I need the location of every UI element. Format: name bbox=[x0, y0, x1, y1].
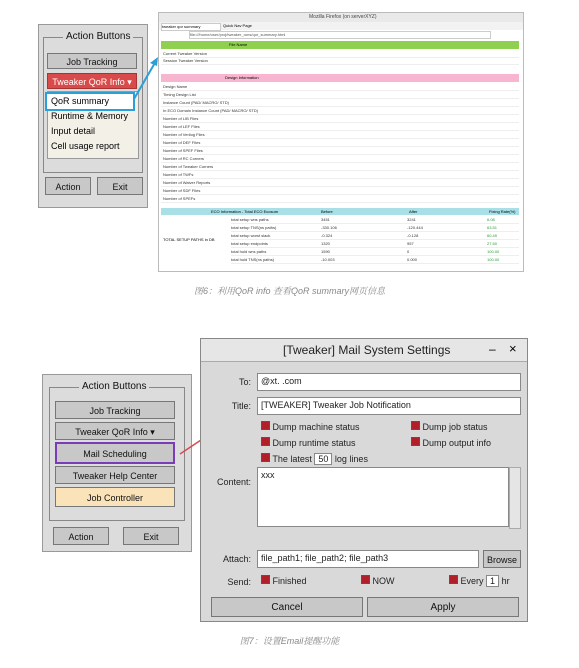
qor-table bbox=[161, 41, 519, 267]
menu-item-input-detail[interactable]: Input detail bbox=[51, 126, 96, 136]
table-row: Instance Count (PAD/ MACRO/ STD) bbox=[161, 100, 519, 107]
tweaker-qor-info-button[interactable]: Tweaker QoR Info ▾ bbox=[47, 73, 137, 89]
mail-scheduling-button[interactable]: Mail Scheduling bbox=[55, 442, 175, 464]
design-info-header: Design Information bbox=[161, 74, 519, 82]
menu-item-qor-summary[interactable]: QoR summary bbox=[45, 92, 135, 111]
dialog-titlebar bbox=[201, 339, 527, 362]
browser-url-bar[interactable]: file:///home/user/proj/tweaker_runs/qor_summary.html bbox=[189, 31, 491, 39]
send-label: Send: bbox=[227, 577, 251, 587]
every-hours-spinner[interactable]: 1 bbox=[486, 575, 499, 587]
table-row: Design Name bbox=[161, 84, 519, 91]
job-tracking-button[interactable]: Job Tracking bbox=[55, 401, 175, 419]
content-label: Content: bbox=[216, 477, 251, 487]
dump-runtime-checkbox[interactable]: Dump runtime status bbox=[261, 437, 356, 448]
content-textarea[interactable]: xxx bbox=[257, 467, 509, 527]
dialog-title: [Tweaker] Mail System Settings bbox=[283, 343, 451, 357]
apply-button[interactable]: Apply bbox=[367, 597, 519, 617]
job-controller-button[interactable]: Job Controller bbox=[55, 487, 175, 507]
content-scrollbar[interactable] bbox=[509, 467, 521, 529]
table-row: Number of RC Corners bbox=[161, 156, 519, 163]
table-row: Timing Design List bbox=[161, 92, 519, 99]
table-row: Number of SDF Files bbox=[161, 188, 519, 195]
file-name-header: File Name bbox=[161, 41, 519, 49]
table-row: Number of SPEFs bbox=[161, 196, 519, 203]
table-row: Number of SPEF Files bbox=[161, 148, 519, 155]
every-checkbox[interactable]: Every 1 hr bbox=[449, 575, 510, 587]
table-row: Number of TWFs bbox=[161, 172, 519, 179]
action-button[interactable]: Action bbox=[53, 527, 109, 545]
table-row: Current Tweaker Version bbox=[161, 51, 519, 58]
attach-field[interactable]: file_path1; file_path2; file_path3 bbox=[257, 550, 479, 568]
latest-log-checkbox[interactable]: The latest 50 log lines bbox=[261, 453, 368, 465]
table-row: total hold wns paths 1590 0 100.00 bbox=[231, 249, 519, 256]
dump-job-checkbox[interactable]: Dump job status bbox=[411, 421, 488, 432]
action-button[interactable]: Action bbox=[45, 177, 91, 195]
dump-machine-checkbox[interactable]: Dump machine status bbox=[261, 421, 360, 432]
table-row: total setup worst slack -0.324 -0.128 60.49 bbox=[231, 233, 519, 240]
job-tracking-button[interactable]: Job Tracking bbox=[47, 53, 137, 69]
to-field[interactable]: @xt. .com bbox=[257, 373, 521, 391]
attach-label: Attach: bbox=[222, 554, 251, 564]
fig6-action-panel bbox=[38, 24, 148, 208]
table-row: Number of Tweaker Corners bbox=[161, 164, 519, 171]
mail-settings-dialog bbox=[200, 338, 528, 622]
browser-tabs bbox=[159, 22, 523, 30]
minimize-icon[interactable]: – bbox=[489, 342, 496, 356]
tweaker-qor-info-button[interactable]: Tweaker QoR Info ▾ bbox=[55, 422, 175, 440]
browser-title: Mozilla Firefox (on serverXYZ) bbox=[309, 14, 377, 20]
exit-button[interactable]: Exit bbox=[97, 177, 143, 195]
action-buttons-legend: Action Buttons bbox=[79, 381, 149, 392]
table-row: Number of LIB Files bbox=[161, 116, 519, 123]
fig7-action-panel bbox=[42, 374, 192, 552]
table-row: total hold TNS(ns paths) -10.003 0.000 100.00 bbox=[231, 257, 519, 264]
total-setup-label: TOTAL SETUP PATHS in DB bbox=[163, 237, 215, 242]
table-row: Number of Waiver Reports bbox=[161, 180, 519, 187]
table-row: Session Tweaker Version bbox=[161, 58, 519, 65]
exit-button[interactable]: Exit bbox=[123, 527, 179, 545]
table-row: total setup endpoints 1320 957 27.50 bbox=[231, 241, 519, 248]
menu-item-runtime-memory[interactable]: Runtime & Memory bbox=[51, 111, 129, 121]
fig6-caption: 图6：利用QoR info 查看QoR summary网页信息 bbox=[193, 286, 386, 296]
fig7-caption: 图7：设置Email提醒功能 bbox=[239, 636, 340, 646]
to-label: To: bbox=[238, 377, 251, 387]
log-lines-spinner[interactable]: 50 bbox=[314, 453, 332, 465]
browser-tab-2[interactable]: Quick Nav Page bbox=[223, 23, 252, 28]
browser-tab-1[interactable]: tweaker qor summary bbox=[161, 23, 221, 31]
table-row: Number of DEF Files bbox=[161, 140, 519, 147]
qor-summary-browser bbox=[158, 12, 524, 272]
table-row: Number of LEF Files bbox=[161, 124, 519, 131]
close-icon[interactable]: × bbox=[509, 341, 517, 356]
cancel-button[interactable]: Cancel bbox=[211, 597, 363, 617]
eco-info-header: ECO Information - Total ECO Ecosum Before After Fixing Rate(%) bbox=[161, 208, 519, 215]
table-row: total setup wns paths 3451 3241 6.08 bbox=[231, 217, 519, 224]
finished-checkbox[interactable]: Finished bbox=[261, 575, 307, 586]
title-label: Title: bbox=[231, 401, 251, 411]
tweaker-help-center-button[interactable]: Tweaker Help Center bbox=[55, 466, 175, 484]
now-checkbox[interactable]: NOW bbox=[361, 575, 395, 586]
browse-button[interactable]: Browse bbox=[483, 550, 521, 568]
menu-item-cell-usage[interactable]: Cell usage report bbox=[51, 141, 120, 151]
table-row: total setup TNS(ns paths) -330.106 -120.444 63.51 bbox=[231, 225, 519, 232]
dump-output-checkbox[interactable]: Dump output info bbox=[411, 437, 491, 448]
table-row: In ECO Domain Instance Count (PAD/ MACRO/ STD) bbox=[161, 108, 519, 115]
table-row: Number of Verilog Files bbox=[161, 132, 519, 139]
action-buttons-legend: Action Buttons bbox=[63, 31, 133, 42]
title-field[interactable]: [TWEAKER] Tweaker Job Notification bbox=[257, 397, 521, 415]
